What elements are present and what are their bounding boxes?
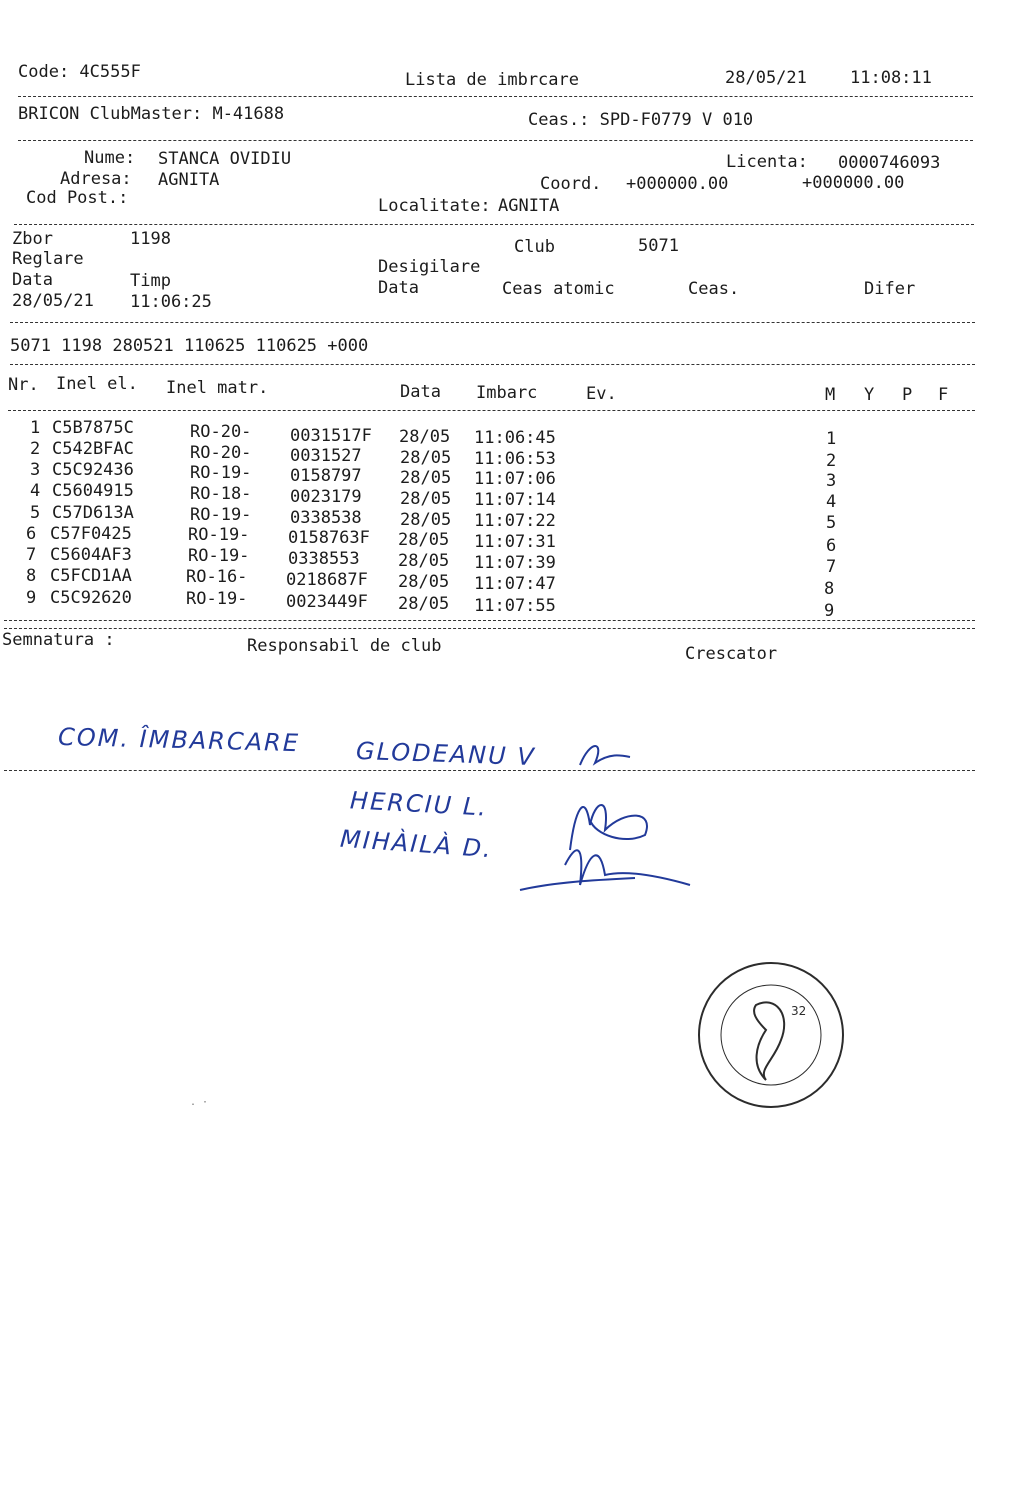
row-m: 3 bbox=[826, 471, 837, 491]
col-inel-matr: Inel matr. bbox=[166, 378, 269, 398]
breeder-label: Crescator bbox=[685, 644, 778, 664]
row-inel-el: C5C92436 bbox=[52, 460, 134, 480]
clock-id: Ceas.: SPD-F0779 V 010 bbox=[528, 110, 754, 130]
row-inel-el: C542BFAC bbox=[52, 439, 134, 459]
row-imbarc: 11:07:47 bbox=[474, 574, 556, 594]
row-nr: 2 bbox=[30, 439, 41, 459]
row-imbarc: 11:06:45 bbox=[474, 428, 556, 448]
postcode-label: Cod Post.: bbox=[26, 188, 129, 208]
row-nr: 8 bbox=[26, 566, 37, 586]
row-inel-el: C5C92620 bbox=[50, 588, 132, 608]
divider bbox=[4, 628, 975, 629]
row-data: 28/05 bbox=[400, 510, 452, 530]
divider bbox=[18, 140, 973, 141]
row-m: 6 bbox=[826, 536, 837, 556]
col-y: Y bbox=[864, 385, 875, 405]
row-imbarc: 11:07:31 bbox=[474, 532, 556, 552]
signature-1 bbox=[570, 735, 640, 775]
setting-date-value: 28/05/21 bbox=[12, 291, 94, 311]
col-nr: Nr. bbox=[8, 375, 39, 395]
row-m: 4 bbox=[826, 492, 837, 512]
row-matr: 0158797 bbox=[290, 466, 362, 486]
row-data: 28/05 bbox=[398, 594, 450, 614]
col-m: M bbox=[825, 385, 836, 405]
table-row bbox=[0, 481, 1024, 512]
row-prefix: RO-20- bbox=[190, 443, 252, 463]
row-prefix: RO-20- bbox=[190, 422, 252, 442]
row-m: 8 bbox=[824, 579, 835, 599]
unsealing-date-label: Data bbox=[378, 278, 419, 298]
divider bbox=[14, 224, 974, 225]
row-imbarc: 11:07:14 bbox=[474, 490, 556, 510]
divider bbox=[18, 96, 973, 97]
summary-line: 5071 1198 280521 110625 110625 +000 bbox=[10, 336, 369, 356]
club-responsible-label: Responsabil de club bbox=[247, 636, 442, 656]
signature-2 bbox=[515, 790, 705, 900]
row-imbarc: 11:07:22 bbox=[474, 511, 556, 531]
locality-label: Localitate: bbox=[378, 196, 491, 216]
row-inel-el: C57F0425 bbox=[50, 524, 132, 544]
row-m: 2 bbox=[826, 451, 837, 471]
license-value: 0000746093 bbox=[838, 153, 941, 173]
row-inel-el: C57D613A bbox=[52, 503, 134, 523]
divider bbox=[4, 770, 975, 771]
row-prefix: RO-19- bbox=[190, 463, 252, 483]
row-m: 9 bbox=[824, 601, 835, 621]
row-inel-el: C5B7875C bbox=[52, 418, 134, 438]
row-data: 28/05 bbox=[399, 427, 451, 447]
col-f: F bbox=[938, 385, 949, 405]
row-inel-el: C5604AF3 bbox=[50, 545, 132, 565]
row-matr: 0338553 bbox=[288, 549, 360, 569]
difference-label: Difer bbox=[864, 279, 916, 299]
row-nr: 6 bbox=[26, 524, 37, 544]
row-matr: 0023449F bbox=[286, 592, 368, 612]
row-data: 28/05 bbox=[398, 572, 450, 592]
divider bbox=[10, 364, 975, 365]
table-row bbox=[0, 503, 1024, 533]
clock-label: Ceas. bbox=[688, 279, 740, 299]
row-data: 28/05 bbox=[398, 551, 450, 571]
clubmaster-label: BRICON ClubMaster: M-41688 bbox=[18, 104, 285, 124]
row-nr: 4 bbox=[30, 481, 41, 501]
divider bbox=[4, 620, 975, 621]
divider bbox=[10, 322, 975, 323]
coord-label: Coord. bbox=[540, 174, 602, 194]
name-value: STANCA OVIDIU bbox=[158, 149, 292, 169]
row-imbarc: 11:07:06 bbox=[474, 469, 556, 489]
row-inel-el: C5FCD1AA bbox=[50, 566, 132, 586]
header-time: 11:08:11 bbox=[850, 68, 932, 88]
row-nr: 3 bbox=[30, 460, 41, 480]
setting-time-value: 11:06:25 bbox=[130, 292, 212, 312]
col-ev: Ev. bbox=[586, 384, 617, 404]
setting-date-label: Data bbox=[12, 270, 53, 290]
col-inel-el: Inel el. bbox=[56, 374, 138, 394]
unsealing-label: Desigilare bbox=[378, 257, 481, 277]
setting-time-label: Timp bbox=[130, 271, 171, 291]
locality-value: AGNITA bbox=[498, 196, 560, 216]
address-value: AGNITA bbox=[158, 170, 220, 190]
row-matr: 0031517F bbox=[290, 426, 372, 446]
club-stamp bbox=[696, 960, 846, 1110]
row-nr: 1 bbox=[30, 418, 41, 438]
row-prefix: RO-16- bbox=[186, 567, 248, 587]
row-data: 28/05 bbox=[398, 530, 450, 550]
stamp-number: 32 bbox=[791, 1004, 807, 1018]
club-value: 5071 bbox=[638, 236, 679, 256]
row-prefix: RO-19- bbox=[186, 589, 248, 609]
flight-value: 1198 bbox=[130, 229, 171, 249]
row-prefix: RO-19- bbox=[188, 525, 250, 545]
name-label: Nume: bbox=[84, 148, 136, 168]
coord-lon: +000000.00 bbox=[802, 173, 905, 193]
handwritten-name-3: MIHÀILÀ D. bbox=[339, 824, 494, 864]
coord-lat: +000000.00 bbox=[626, 174, 729, 194]
row-matr: 0031527 bbox=[290, 446, 362, 466]
row-imbarc: 11:07:55 bbox=[474, 596, 556, 616]
row-matr: 0023179 bbox=[290, 487, 362, 507]
col-data: Data bbox=[400, 382, 441, 402]
license-label: Licenta: bbox=[726, 152, 808, 172]
row-data: 28/05 bbox=[400, 489, 452, 509]
row-nr: 7 bbox=[26, 545, 37, 565]
code-label: Code: 4C555F bbox=[18, 62, 141, 82]
flight-label: Zbor bbox=[12, 229, 53, 249]
signature-label: Semnatura : bbox=[2, 630, 115, 650]
header-date: 28/05/21 bbox=[725, 68, 807, 88]
col-p: P bbox=[902, 385, 913, 405]
row-inel-el: C5604915 bbox=[52, 481, 134, 501]
row-data: 28/05 bbox=[400, 448, 452, 468]
row-imbarc: 11:06:53 bbox=[474, 449, 556, 469]
handwritten-name-1: GLODEANU V bbox=[355, 736, 537, 772]
row-m: 7 bbox=[826, 557, 837, 577]
row-prefix: RO-19- bbox=[188, 546, 250, 566]
row-imbarc: 11:07:39 bbox=[474, 553, 556, 573]
row-matr: 0338538 bbox=[290, 508, 362, 528]
row-prefix: RO-19- bbox=[190, 505, 252, 525]
setting-label: Reglare bbox=[12, 249, 84, 269]
handwritten-committee: COM. ÎMBARCARE bbox=[57, 722, 301, 758]
row-m: 1 bbox=[826, 429, 837, 449]
table-row bbox=[0, 588, 1024, 621]
col-imbarc: Imbarc bbox=[476, 383, 538, 403]
row-nr: 5 bbox=[30, 503, 41, 523]
row-matr: 0218687F bbox=[286, 570, 368, 590]
atomic-clock-label: Ceas atomic bbox=[502, 279, 615, 299]
address-label: Adresa: bbox=[60, 169, 132, 189]
row-prefix: RO-18- bbox=[190, 484, 252, 504]
row-nr: 9 bbox=[26, 588, 37, 608]
club-label: Club bbox=[514, 237, 555, 257]
divider bbox=[8, 410, 975, 411]
row-matr: 0158763F bbox=[288, 528, 370, 548]
handwritten-name-2: HERCIU L. bbox=[349, 786, 489, 822]
row-m: 5 bbox=[826, 513, 837, 533]
row-data: 28/05 bbox=[400, 468, 452, 488]
document-title: Lista de imbrcare bbox=[405, 70, 579, 90]
